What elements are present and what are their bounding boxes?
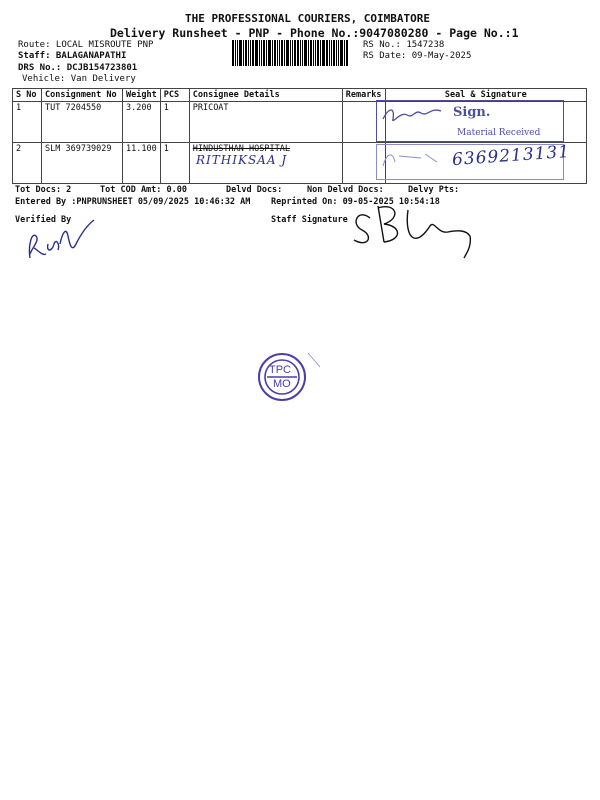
col-sno: S No [13,89,42,102]
barcode-bar [239,40,242,66]
delivered-docs: Delvd Docs: [226,185,283,195]
col-consignee: Consignee Details [189,89,342,102]
stamp-sign-text: Sign. [453,105,491,120]
col-pcs: PCS [160,89,189,102]
barcode [232,40,356,66]
barcode-bar [261,40,262,66]
barcode-bar [329,40,330,66]
cell-consignee: PRICOAT [189,102,342,143]
tpc-stamp-top: TPC [269,364,291,376]
consignee-struck: HINDUSTHAN HOSPITAL [192,144,290,154]
reprinted-on: Reprinted On: 09-05-2025 10:54:18 [271,197,440,207]
barcode-bar [297,40,299,66]
barcode-bar [308,40,309,66]
staff-line: Staff: BALAGANAPATHI [18,51,127,61]
staff-signature-label: Staff Signature [271,215,348,225]
col-remarks: Remarks [342,89,385,102]
verified-signature-icon [24,214,104,266]
tpc-stamp-bottom: MO [273,378,291,390]
stamp-received-text: Material Received [457,128,541,138]
barcode-bar [237,40,238,66]
barcode-bar [315,40,316,66]
company-title: THE PROFESSIONAL COURIERS, COIMBATORE [185,12,431,25]
barcode-bar [313,40,314,66]
cell-weight: 11.100 [123,143,161,184]
barcode-bar [346,40,348,66]
total-docs: Tot Docs: 2 [15,185,72,195]
barcode-bar [243,40,244,66]
barcode-bar [263,40,265,66]
barcode-bar [322,40,325,66]
tpc-round-stamp [258,349,322,403]
route-line: Route: LOCAL MISROUTE PNP [18,40,154,50]
barcode-bar [268,40,271,66]
entered-by: Entered By :PNPRUNSHEET 05/09/2025 10:46:32 AM [15,197,251,207]
cell-consignment: TUT 7204550 [42,102,123,143]
handwritten-consignee: RITHIKSAA J [196,153,288,167]
faded-stamp-icon [381,150,441,170]
col-consignment: Consignment No [42,89,123,102]
cell-consignment: SLM 369739029 [42,143,123,184]
barcode-bar [284,40,285,66]
cell-pcs: 1 [160,143,189,184]
rs-number: RS No.: 1547238 [363,40,445,50]
handwritten-phone: 6369213131 [451,141,571,171]
barcode-bar [252,40,254,66]
barcode-bar [245,40,247,66]
barcode-bar [331,40,332,66]
barcode-bar [320,40,321,66]
barcode-bar [333,40,335,66]
barcode-bar [294,40,296,66]
total-cod: Tot COD Amt: 0.00 [100,185,187,195]
staff-signature-icon [348,196,478,262]
barcode-bar [286,40,289,66]
received-stamp [376,100,564,142]
cell-weight: 3.200 [123,102,161,143]
runsheet-subtitle: Delivery Runsheet - PNP - Phone No.:9047080280 - Page No.:1 [110,26,519,40]
barcode-bar [344,40,345,66]
barcode-bar [326,40,328,66]
col-seal: Seal & Signature [385,89,586,102]
barcode-bar [302,40,303,66]
barcode-bar [304,40,307,66]
cell-sno: 2 [13,143,42,184]
barcode-bar [248,40,249,66]
barcode-bar [277,40,278,66]
initials-scribble-icon [381,105,445,127]
barcode-bar [250,40,251,66]
cell-sno: 1 [13,102,42,143]
barcode-bar [281,40,283,66]
barcode-bar [300,40,301,66]
barcode-bar [279,40,280,66]
rs-date: RS Date: 09-May-2025 [363,51,472,61]
barcode-bar [266,40,267,66]
barcode-bar [310,40,312,66]
barcode-bar [336,40,337,66]
barcode-bar [272,40,273,66]
barcode-bar [274,40,276,66]
verified-by-label: Verified By [15,215,72,225]
barcode-bar [338,40,339,66]
barcode-bar [232,40,234,66]
barcode-bar [235,40,236,66]
col-weight: Weight [123,89,161,102]
barcode-bar [292,40,293,66]
barcode-bar [255,40,258,66]
non-delivered-docs: Non Delvd Docs: [307,185,384,195]
barcode-bar [340,40,343,66]
delivery-points: Delvy Pts: [408,185,460,195]
vehicle-line: Vehicle: Van Delivery [22,74,136,84]
drs-line: DRS No.: DCJB154723801 [18,63,138,73]
barcode-bar [259,40,260,66]
barcode-bar [290,40,291,66]
cell-pcs: 1 [160,102,189,143]
barcode-bar [317,40,319,66]
